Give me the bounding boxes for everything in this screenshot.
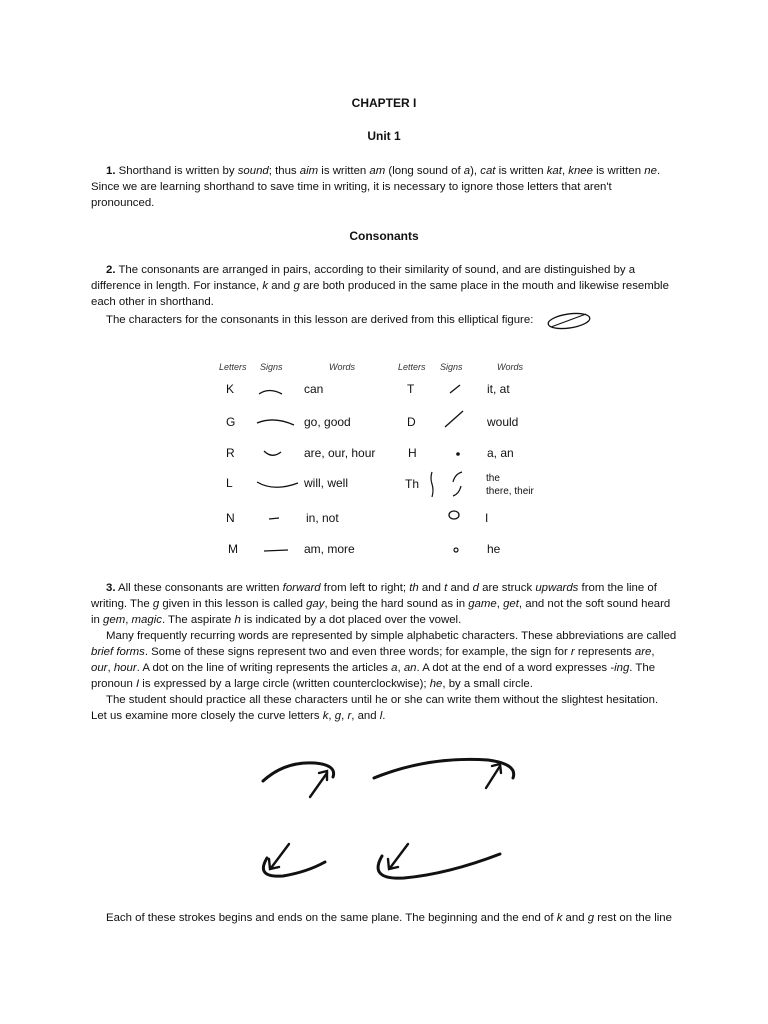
header-letters-right: Letters [398, 362, 426, 372]
text: . The pronoun [91, 662, 656, 690]
text: , [125, 614, 132, 626]
text: from the line of writing. The [91, 582, 657, 610]
text: and [418, 582, 445, 594]
italic-text: k [556, 912, 563, 924]
text: represents [574, 646, 635, 658]
sign-th-icon [449, 470, 465, 498]
text: is written [495, 165, 547, 177]
letter-th: Th [405, 477, 420, 491]
sign-t-icon [447, 382, 463, 396]
sign-he-circle-icon [452, 546, 460, 554]
words-k: can [304, 382, 324, 396]
italic-text: knee [568, 165, 593, 177]
italic-text: am [369, 165, 386, 177]
elliptical-figure-icon [545, 310, 593, 332]
sign-i-circle-icon [447, 509, 461, 521]
header-letters-left: Letters [219, 362, 247, 372]
italic-text: gem [103, 614, 126, 626]
words-th-1: the [486, 473, 500, 484]
sign-d-icon [442, 408, 466, 430]
text: , [496, 598, 504, 610]
paragraph-6 [91, 910, 677, 926]
th-bracket-icon [427, 470, 437, 500]
italic-text: d [472, 582, 479, 594]
text: , [397, 662, 404, 674]
text: ; thus [268, 165, 300, 177]
italic-text: hour [113, 662, 137, 674]
text: . A dot at the end of a word expresses [416, 662, 611, 674]
letter-h: H [408, 446, 417, 460]
header-words-right: Words [497, 362, 524, 372]
words-t: it, at [487, 382, 510, 396]
text: The consonants are arranged in pairs, according to their similarity of sound, and are distinguished by a difference in length. For instance, [91, 264, 636, 292]
text: , and not the soft sound heard in [91, 598, 671, 626]
text: . [382, 710, 386, 722]
text: (long sound of [385, 165, 464, 177]
text: , by a small circle. [442, 678, 533, 690]
italic-text: t [444, 582, 448, 594]
paragraph-number: 1. [106, 165, 116, 177]
paragraph-4 [91, 628, 677, 692]
sign-m-icon [262, 546, 290, 554]
paragraph-2 [91, 262, 677, 310]
letter-t: T [407, 382, 415, 396]
text: . Some of these signs represent two and even three words; for example, the sign for [144, 646, 571, 658]
section-heading-consonants: Consonants [349, 229, 419, 243]
italic-text: kat [546, 165, 562, 177]
italic-text: r [347, 710, 352, 722]
italic-text: I [135, 678, 140, 690]
text: All these consonants are written [115, 582, 283, 594]
italic-text: our [91, 662, 108, 674]
paragraph-3 [91, 580, 677, 724]
text: . The aspirate [161, 614, 235, 626]
words-l: will, well [304, 476, 349, 490]
text: Many frequently recurring words are represented by simple alphabetic characters. These abbreviations are called [106, 630, 677, 642]
text: is written [318, 165, 370, 177]
words-g: go, good [304, 415, 351, 429]
words-h: a, an [487, 446, 514, 460]
paragraph-1 [91, 163, 677, 211]
letter-d: D [407, 415, 416, 429]
letter-k: K [226, 382, 235, 396]
text: , being the hard sound as in [324, 598, 469, 610]
text: , [561, 165, 569, 177]
italic-text: -ing [610, 662, 630, 674]
text: given in this lesson is called [159, 598, 307, 610]
text: and [447, 582, 473, 594]
text: , [328, 710, 335, 722]
italic-text: g [334, 710, 342, 722]
italic-text: g [293, 280, 300, 292]
letter-g: G [226, 415, 236, 429]
paragraph-5 [91, 692, 677, 724]
sign-l-icon [254, 478, 300, 492]
text: are both produced in the same place in the mouth and likewise resemble each other in shorthand. [91, 280, 669, 308]
words-m: am, more [304, 542, 355, 556]
words-d: would [487, 415, 519, 429]
italic-text: magic [131, 614, 162, 626]
paragraph-number: 2. [106, 264, 116, 276]
italic-text: forward [282, 582, 321, 594]
text: , and [351, 710, 380, 722]
italic-text: g [587, 912, 595, 924]
italic-text: aim [299, 165, 319, 177]
words-i: I [485, 511, 489, 525]
figure-caption: The characters for the consonants in this lesson are derived from this elliptical figure: [106, 314, 534, 326]
italic-text: a [391, 662, 398, 674]
italic-text: r [570, 646, 575, 658]
header-signs-right: Signs [440, 362, 463, 372]
letter-r: R [226, 446, 235, 460]
italic-text: are [634, 646, 652, 658]
words-n: in, not [306, 511, 339, 525]
italic-text: upwards [535, 582, 579, 594]
stroke-r-illustration-icon [255, 838, 335, 886]
sign-n-icon [267, 514, 281, 522]
italic-text: get [503, 598, 519, 610]
text: and [268, 280, 294, 292]
text: . A dot on the line of writing represents the articles [136, 662, 392, 674]
italic-text: ne [644, 165, 657, 177]
stroke-k-illustration-icon [255, 755, 350, 805]
italic-text: an [403, 662, 417, 674]
italic-text: k [322, 710, 329, 722]
italic-text: sound [237, 165, 269, 177]
sign-h-dot-icon [455, 451, 461, 457]
italic-text: gay [306, 598, 325, 610]
text: , [651, 646, 655, 658]
text: and [562, 912, 588, 924]
italic-text: brief forms [91, 646, 145, 658]
sign-g-icon [254, 414, 298, 430]
text: are struck [478, 582, 536, 594]
paragraph-number: 3. [106, 582, 116, 594]
unit-title: Unit 1 [367, 129, 401, 143]
italic-text: th [409, 582, 419, 594]
letter-m: M [228, 542, 238, 556]
words-he: he [487, 542, 501, 556]
text: rest on the line [594, 912, 672, 924]
text: , [341, 710, 348, 722]
text: is indicated by a dot placed over the vowel. [240, 614, 462, 626]
text: Shorthand is written by [115, 165, 238, 177]
italic-text: g [152, 598, 160, 610]
stroke-l-illustration-icon [368, 836, 508, 886]
italic-text: cat [480, 165, 496, 177]
italic-text: game [468, 598, 497, 610]
italic-text: h [234, 614, 241, 626]
sign-k-icon [256, 386, 286, 398]
letter-l: L [226, 476, 233, 490]
text: is expressed by a large circle (written counterclockwise); [139, 678, 430, 690]
italic-text: l [379, 710, 383, 722]
italic-text: k [262, 280, 269, 292]
words-r: are, our, hour [304, 446, 376, 460]
text: is written [592, 165, 645, 177]
text: ), [470, 165, 481, 177]
italic-text: a [463, 165, 471, 177]
italic-text: he [429, 678, 443, 690]
text: from left to right; [320, 582, 410, 594]
text: The student should practice all these characters until he or she can write them without the slightest hesitation. Let us examine more closely the curve letters [91, 694, 659, 722]
header-words-left: Words [329, 362, 356, 372]
header-signs-left: Signs [260, 362, 283, 372]
sign-r-icon [261, 446, 283, 460]
text: , [107, 662, 114, 674]
words-th-2: there, their [486, 486, 534, 497]
text: Each of these strokes begins and ends on the same plane. The beginning and the end of [106, 912, 557, 924]
text: . Since we are learning shorthand to save time in writing, it is necessary to ignore those letters that aren't pronounced. [91, 165, 661, 209]
chapter-title: CHAPTER I [351, 96, 417, 110]
stroke-g-illustration-icon [368, 750, 523, 795]
letter-n: N [226, 511, 235, 525]
